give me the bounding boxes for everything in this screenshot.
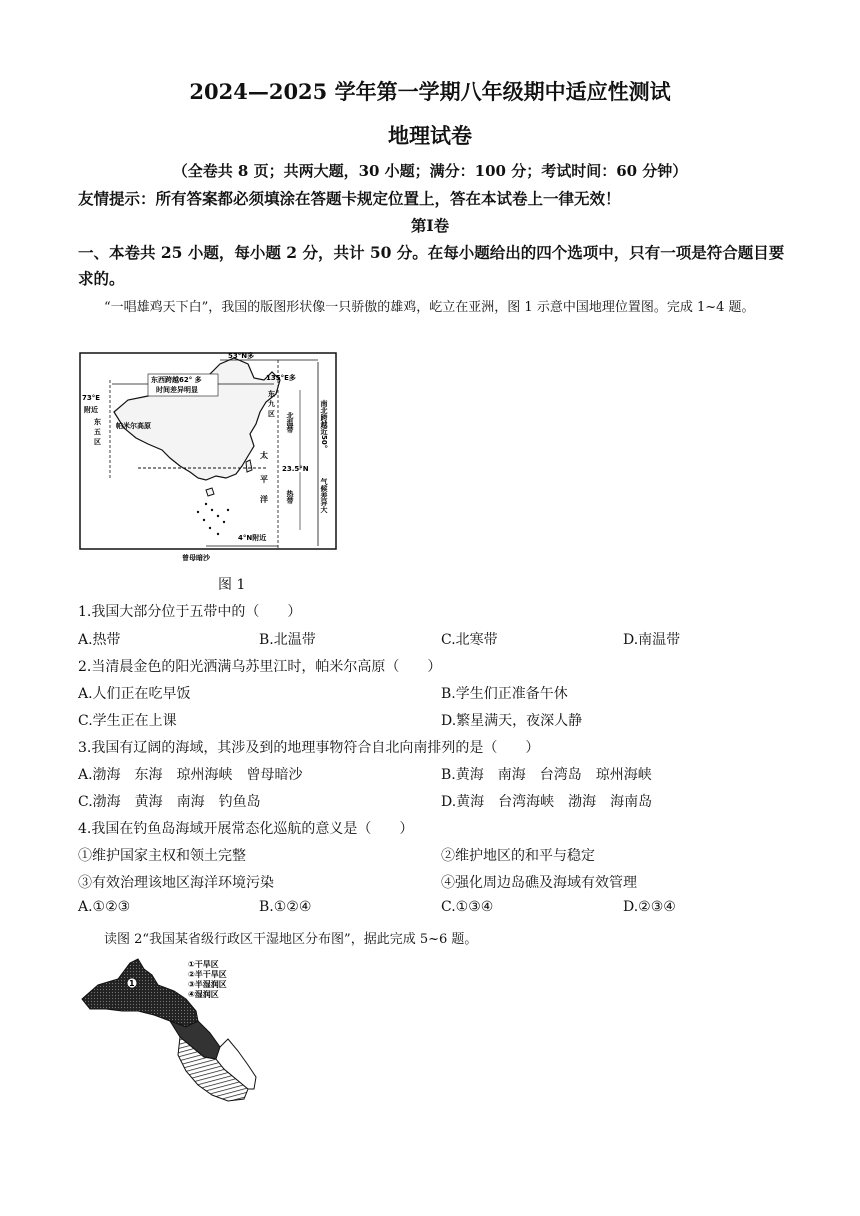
label-east9a: 东 <box>268 390 275 398</box>
region-marker: 1 <box>129 979 135 988</box>
label-north-temperate: 北温带 <box>286 412 294 433</box>
q2-option-b[interactable]: B.学生们正准备午休 <box>441 686 568 702</box>
q1-option-a[interactable]: A.热带 <box>78 632 121 648</box>
q4-statement-3: ③有效治理该地区海洋环境污染 <box>78 875 274 891</box>
question-1-stem: 1.我国大部分位于五带中的（ ） <box>78 604 302 620</box>
label-zengmu: 曾母暗沙 <box>182 554 210 562</box>
label-near: 附近 <box>84 406 98 414</box>
q4-statement-1: ①维护国家主权和领土完整 <box>78 848 246 864</box>
label-e73: 73°E <box>82 394 101 402</box>
q4-option-b[interactable]: B.①②④ <box>259 899 312 915</box>
q4-option-d[interactable]: D.②③④ <box>623 899 676 915</box>
hainan-island <box>206 488 214 496</box>
section-intro: “一唱雄鸡天下白”，我国的版图形状像一只骄傲的雄鸡，屹立在亚洲，图 1 示意中国地理位置图。完成 1~4 题。 <box>104 300 755 315</box>
label-pacific-3: 洋 <box>260 495 268 504</box>
label-pamir: 帕米尔高原 <box>116 422 151 430</box>
province-dry-wet-map <box>78 955 278 1105</box>
south-sea-islands <box>197 503 229 535</box>
q2-option-c[interactable]: C.学生正在上课 <box>78 713 177 729</box>
arid-region <box>82 959 198 1027</box>
label-pacific-2: 平 <box>260 475 268 484</box>
section-heading: 一、本卷共 25 小题，每小题 2 分，共计 50 分。在每小题给出的四个选项中，只有一项是符合题目要求的。 <box>78 243 785 288</box>
label-n4: 4°N附近 <box>238 534 267 542</box>
label-pacific-1: 太 <box>260 451 268 460</box>
q3-option-b[interactable]: B.黄海 南海 台湾岛 琼州海峡 <box>441 767 652 783</box>
q3-option-c[interactable]: C.渤海 黄海 南海 钓鱼岛 <box>78 794 261 810</box>
legend-semi-arid: ②半干旱区 <box>188 970 227 979</box>
label-east5c: 区 <box>94 438 101 446</box>
q4-option-a[interactable]: A.①②③ <box>78 899 131 915</box>
label-ew: 东西跨越62° 多 <box>151 376 202 384</box>
label-east5a: 东 <box>94 418 101 426</box>
exam-subject: 地理试卷 <box>388 123 472 148</box>
label-climate: 气候差异大 <box>320 478 328 513</box>
section-2-intro: 读图 2“我国某省级行政区干湿地区分布图”，据此完成 5~6 题。 <box>104 932 478 947</box>
exam-meta: （全卷共 8 页；共两大题，30 小题；满分：100 分；考试时间：60 分钟） <box>172 162 688 180</box>
question-2-stem: 2.当清晨金色的阳光洒满乌苏里江时，帕米尔高原（ ） <box>78 659 442 675</box>
volume-heading: 第Ⅰ卷 <box>410 216 450 235</box>
exam-tip: 友情提示：所有答案都必须填涂在答题卡规定位置上，答在本试卷上一律无效！ <box>78 189 621 208</box>
label-time: 时间差异明显 <box>156 386 198 394</box>
q1-option-b[interactable]: B.北温带 <box>259 632 316 648</box>
legend-humid: ④湿润区 <box>188 990 219 999</box>
label-east9c: 区 <box>268 410 275 418</box>
taiwan-island <box>246 460 252 472</box>
legend-arid: ①干旱区 <box>188 960 219 969</box>
label-tropical: 热带 <box>286 490 294 504</box>
q4-statement-4: ④强化周边岛礁及海域有效管理 <box>441 875 637 891</box>
q1-option-d[interactable]: D.南温带 <box>623 632 681 648</box>
figure1-caption: 图 1 <box>218 577 246 593</box>
legend-semi-humid: ③半湿润区 <box>188 980 227 989</box>
q4-option-c[interactable]: C.①③④ <box>441 899 494 915</box>
china-location-map <box>78 350 338 565</box>
q2-option-a[interactable]: A.人们正在吃早饭 <box>78 686 191 702</box>
question-3-stem: 3.我国有辽阔的海域，其涉及到的地理事物符合自北向南排列的是（ ） <box>78 740 540 756</box>
q1-option-c[interactable]: C.北寒带 <box>441 632 498 648</box>
label-tropic: 23.5°N <box>282 465 309 473</box>
label-east5b: 五 <box>94 428 101 436</box>
q2-option-d[interactable]: D.繁星满天，夜深人静 <box>441 713 583 729</box>
q3-option-d[interactable]: D.黄海 台湾海峡 渤海 海南岛 <box>441 794 653 810</box>
q4-statement-2: ②维护地区的和平与稳定 <box>441 848 595 864</box>
label-ns-span: 南北跨越近50° <box>320 400 328 449</box>
exam-title: 2024—2025 学年第一学期八年级期中适应性测试 <box>189 79 671 104</box>
question-4-stem: 4.我国在钓鱼岛海域开展常态化巡航的意义是（ ） <box>78 821 414 837</box>
label-e135: 135°E多 <box>266 374 296 382</box>
q3-option-a[interactable]: A.渤海 东海 琼州海峡 曾母暗沙 <box>78 767 303 783</box>
label-n53: 53°N多 <box>228 352 255 360</box>
label-east9b: 九 <box>268 400 275 408</box>
